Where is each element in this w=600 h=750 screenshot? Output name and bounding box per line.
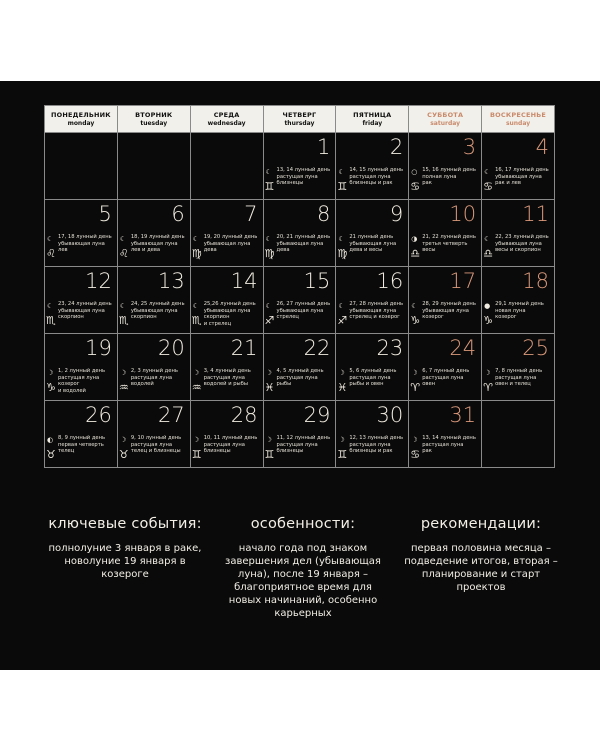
virgo-icon: ♍ (264, 247, 275, 260)
lunar-info (277, 234, 334, 254)
day-cell (482, 267, 555, 334)
day-cell (336, 133, 409, 200)
day-number: 13 (157, 269, 185, 293)
moon-phase-icon: ☽ (47, 369, 54, 377)
libra-icon: ♎ (483, 247, 493, 260)
weekday-ru: ПОНЕДЕЛЬНИК (51, 110, 111, 119)
lunar-info-line: стрелец и козерог (349, 314, 400, 321)
lunar-info (495, 368, 552, 388)
lunar-info-line: 2, 3 лунный день (130, 368, 178, 374)
lunar-info-line: весы и скорпион (495, 247, 541, 254)
gemini-icon: ♊ (264, 180, 275, 193)
day-number: 4 (535, 135, 549, 159)
lunar-info-line: 9, 10 лунный день (130, 435, 182, 441)
cancer-icon: ♋ (410, 180, 421, 193)
lunar-info (277, 301, 334, 321)
moon-phase-icon: ☾ (265, 168, 272, 176)
lunar-info-line: лев (58, 247, 68, 254)
cancer-icon: ♋ (483, 180, 493, 193)
weekday-header (190, 106, 263, 133)
day-cell (409, 200, 482, 267)
moon-phase-icon: ☾ (47, 302, 54, 310)
moon-phase-icon: ☾ (338, 235, 345, 243)
lunar-info-line: рак (422, 448, 432, 455)
lunar-info-line: растущая луна (276, 374, 318, 381)
moon-phase-icon: ○ (411, 168, 418, 176)
lunar-info (131, 435, 188, 455)
lunar-info-line: 22, 23 лунный день (495, 234, 549, 240)
day-cell (190, 200, 263, 267)
day-cell (45, 200, 118, 267)
lunar-info-line: козерог (495, 314, 517, 321)
weekday-ru: СУББОТА (427, 110, 464, 119)
day-cell (336, 334, 409, 401)
lunar-info-line: растущая луна (349, 374, 391, 381)
day-cell (409, 267, 482, 334)
lunar-info-line: убывающая луна (130, 307, 178, 314)
capricorn-icon: ♑ (483, 314, 493, 327)
lunar-info (204, 368, 261, 388)
lunar-info-line: лев и дева (130, 247, 161, 254)
lunar-info (204, 435, 261, 455)
moon-phase-icon: ☽ (119, 436, 127, 444)
lunar-info-line: скорпион (58, 314, 84, 321)
day-number: 19 (85, 336, 112, 360)
capricorn-icon: ♑ (410, 314, 421, 327)
lunar-info (131, 301, 188, 321)
lunar-info-line: 21, 22 лунный день (422, 234, 476, 240)
lunar-info (131, 234, 188, 254)
lunar-info-line: растущая луна (130, 441, 173, 448)
day-number: 17 (449, 269, 477, 293)
pisces-icon: ♓ (264, 381, 275, 394)
lunar-info-line: 18, 19 лунный день (130, 234, 185, 240)
lunar-info (495, 167, 552, 187)
lunar-info-line: убывающая луна (495, 173, 542, 180)
day-number: 29 (303, 403, 331, 427)
day-cell (263, 334, 336, 401)
libra-icon: ♎ (410, 247, 421, 260)
lunar-info-line: 28, 29 лунный день (422, 301, 476, 307)
lunar-info (204, 234, 261, 254)
aries-icon: ♈ (410, 381, 421, 394)
lunar-info-line: убывающая луна (130, 240, 178, 247)
day-cell (409, 401, 482, 468)
day-number: 26 (85, 403, 112, 427)
day-number: 1 (317, 135, 331, 159)
weekday-header (336, 106, 409, 133)
weekday-header (45, 106, 118, 133)
lunar-info-line: козерог (58, 381, 80, 388)
lunar-info-line: 3, 4 лунный день (203, 368, 251, 374)
lunar-info-line: убывающая луна (58, 240, 105, 247)
day-number: 28 (230, 403, 258, 427)
weekday-header (263, 106, 336, 133)
lunar-info (204, 301, 261, 327)
lunar-info (495, 234, 552, 254)
moon-phase-icon: ☾ (484, 168, 491, 176)
weekday-header-row (45, 106, 555, 133)
empty-day-cell (45, 133, 118, 200)
lunar-info (277, 435, 334, 455)
day-number: 21 (230, 336, 258, 360)
lunar-info-line: новая луна (495, 307, 526, 314)
lunar-info-line: 16, 17 лунный день (495, 167, 549, 173)
day-cell (263, 267, 336, 334)
weekday-ru: ВОСКРЕСЕНЬЕ (490, 110, 547, 119)
lunar-info-line: 13, 14 лунный день (276, 167, 331, 173)
lunar-info-line: рыбы (276, 381, 292, 388)
day-number: 10 (449, 202, 477, 226)
moon-phase-icon: ☾ (192, 235, 199, 243)
key-events-text: полнолуние 3 января в раке, новолуние 19 января в козероге (48, 543, 202, 580)
lunar-info-line: убывающая луна (203, 307, 251, 314)
day-number: 7 (244, 202, 258, 226)
weekday-header (117, 106, 190, 133)
weekday-en: friday (362, 119, 383, 127)
scorpio-icon: ♏ (46, 314, 56, 327)
lunar-info-line: близнецы и рак (349, 448, 393, 455)
day-cell (190, 334, 263, 401)
lunar-info-line: дева и весы (349, 247, 383, 254)
gemini-icon: ♊ (337, 448, 348, 461)
moon-phase-icon: ☽ (411, 436, 418, 444)
day-number: 22 (303, 336, 331, 360)
lunar-info-line: 19, 20 лунный день (203, 234, 258, 240)
day-cell (117, 267, 190, 334)
pisces-icon: ♓ (337, 381, 348, 394)
lunar-info-line: 6, 7 лунный день (422, 368, 470, 374)
leo-icon: ♌ (118, 247, 129, 260)
weekday-header-weekend (482, 106, 555, 133)
lunar-info (58, 368, 115, 394)
weekday-en: sunday (505, 119, 531, 127)
moon-phase-icon: ☾ (119, 302, 127, 310)
day-number: 23 (376, 336, 404, 360)
lunar-info-line: 11, 12 лунный день (276, 435, 331, 441)
weekday-ru: ЧЕТВЕРГ (282, 110, 317, 119)
weekday-en: thursday (284, 119, 315, 127)
day-number: 3 (462, 135, 477, 159)
cancer-icon: ♋ (410, 448, 421, 461)
lunar-info-line: рак и лев (495, 180, 521, 187)
key-events-title: ключевые события: (48, 516, 202, 532)
gemini-icon: ♊ (264, 448, 275, 461)
day-number: 24 (449, 336, 477, 360)
lunar-info (495, 301, 552, 321)
day-cell (45, 401, 118, 468)
lunar-info-line: 10, 11 лунный день (203, 435, 258, 441)
day-number: 18 (522, 269, 549, 293)
lunar-info (349, 167, 406, 187)
lunar-info-line: дева (203, 247, 217, 254)
lunar-info (58, 435, 115, 455)
key-events-block (40, 516, 210, 581)
lunar-info-line: растущая луна (203, 441, 245, 448)
scorpio-icon: ♏ (118, 314, 129, 327)
moon-phase-icon: ☾ (484, 235, 491, 243)
moon-phase-icon: ☽ (411, 369, 418, 377)
features-text: начало года под знаком завершения дел (убывающая луна), после 19 января – благоприятное время для новых начинаний, особенно карьерных (225, 543, 381, 619)
moon-phase-icon: ☽ (338, 369, 345, 377)
day-number: 30 (376, 403, 404, 427)
weekday-en: saturday (430, 119, 461, 127)
calendar-week-row (45, 133, 555, 200)
day-cell (336, 401, 409, 468)
day-cell (117, 334, 190, 401)
aries-icon: ♈ (483, 381, 493, 394)
lunar-info-line: овен и телец (495, 381, 531, 388)
calendar-page (0, 81, 600, 670)
calendar-week-row (45, 401, 555, 468)
lunar-info-line: козерог (422, 314, 444, 321)
day-cell (190, 401, 263, 468)
empty-day-cell (190, 133, 263, 200)
sagittarius-icon: ♐ (337, 314, 348, 327)
lunar-info-line: близнецы (276, 180, 304, 187)
empty-day-cell (482, 401, 555, 468)
lunar-info-line: убывающая луна (203, 240, 251, 247)
day-cell (263, 401, 336, 468)
day-cell (117, 401, 190, 468)
moon-phase-icon: ☽ (192, 369, 199, 377)
lunar-info-line: убывающая луна (422, 307, 469, 314)
lunar-info (422, 167, 479, 187)
day-number: 11 (522, 202, 549, 226)
month-calendar (44, 105, 555, 468)
lunar-info (349, 435, 406, 455)
aquarius-icon: ♒ (118, 381, 129, 394)
lunar-info-line: растущая луна (349, 173, 391, 180)
lunar-info-line: убывающая луна (349, 240, 397, 247)
day-number: 16 (376, 269, 404, 293)
lunar-info-line: 23, 24 лунный день (58, 301, 112, 307)
lunar-info-line: близнецы и рак (349, 180, 393, 187)
moon-phase-icon: ☽ (338, 436, 345, 444)
lunar-info-line: убывающая луна (58, 307, 105, 314)
lunar-info-line: 27, 28 лунный день (349, 301, 404, 307)
moon-phase-icon: ● (484, 302, 491, 310)
lunar-info-line: водолей (130, 381, 154, 388)
day-cell (117, 200, 190, 267)
lunar-info-line: телец (58, 448, 75, 455)
lunar-info-line: убывающая луна (276, 307, 324, 314)
lunar-info (422, 435, 479, 455)
moon-phase-icon: ☾ (192, 302, 199, 310)
lunar-info-line: 20, 21 лунный день (276, 234, 331, 240)
weekday-ru: ПЯТНИЦА (353, 110, 392, 119)
moon-phase-icon: ☾ (338, 168, 345, 176)
taurus-icon: ♉ (46, 448, 56, 461)
lunar-info-line: и водолей (58, 387, 86, 394)
lunar-info-line: растущая луна (130, 374, 173, 381)
day-number: 2 (389, 135, 404, 159)
day-cell (45, 267, 118, 334)
capricorn-icon: ♑ (46, 381, 56, 394)
lunar-info-line: убывающая луна (495, 240, 542, 247)
day-cell (263, 133, 336, 200)
moon-phase-icon: ☽ (484, 369, 491, 377)
lunar-info (131, 368, 188, 388)
scorpio-icon: ♏ (191, 314, 202, 327)
day-number: 5 (98, 202, 112, 226)
day-cell (336, 200, 409, 267)
calendar-grid (45, 133, 555, 468)
lunar-info-line: растущая луна (276, 173, 318, 180)
moon-phase-icon: ◑ (411, 235, 418, 243)
lunar-info-line: скорпион (130, 314, 157, 321)
day-number: 20 (157, 336, 185, 360)
day-cell (409, 334, 482, 401)
features-title: особенности: (250, 516, 356, 532)
moon-phase-icon: ☾ (265, 235, 272, 243)
lunar-info-line: растущая луна (58, 374, 100, 381)
lunar-info (58, 234, 115, 254)
lunar-info (422, 368, 479, 388)
lunar-info (422, 301, 479, 321)
lunar-info (277, 167, 334, 187)
lunar-info-line: рак (422, 180, 432, 187)
recommendations-title: рекомендации: (420, 516, 542, 532)
day-number: 8 (317, 202, 331, 226)
moon-phase-icon: ☾ (411, 302, 418, 310)
day-number: 6 (171, 202, 185, 226)
lunar-info-line: 14, 15 лунный день (349, 167, 404, 173)
moon-phase-icon: ☽ (265, 436, 272, 444)
lunar-info-line: убывающая луна (349, 307, 397, 314)
lunar-info-line: растущая луна (203, 374, 245, 381)
lunar-info-line: овен (422, 381, 436, 388)
recommendations-text: первая половина месяца – подведение итогов, вторая – планирование и старт проектов (404, 543, 558, 593)
lunar-info (58, 301, 115, 321)
moon-phase-icon: ☽ (192, 436, 199, 444)
taurus-icon: ♉ (118, 448, 129, 461)
lunar-info-line: стрелец (276, 314, 299, 321)
lunar-info-line: растущая луна (495, 374, 537, 381)
moon-phase-icon: ☾ (119, 235, 127, 243)
day-cell (263, 200, 336, 267)
virgo-icon: ♍ (337, 247, 348, 260)
weekday-ru: ВТОРНИК (135, 110, 173, 119)
aquarius-icon: ♒ (191, 381, 202, 394)
lunar-info (349, 368, 406, 388)
day-cell (482, 334, 555, 401)
day-number: 14 (230, 269, 258, 293)
lunar-info (349, 234, 406, 254)
day-cell (482, 200, 555, 267)
weekday-en: monday (67, 119, 95, 127)
lunar-info (349, 301, 406, 321)
lunar-info-line: 4, 5 лунный день (276, 368, 324, 374)
recommendations-block (396, 516, 566, 594)
lunar-info-line: близнецы (203, 448, 231, 455)
lunar-info-line: растущая луна (349, 441, 391, 448)
lunar-info-line: убывающая луна (276, 240, 324, 247)
moon-phase-icon: ◐ (47, 436, 54, 444)
day-cell (336, 267, 409, 334)
lunar-info-line: 21 лунный день (349, 234, 394, 240)
lunar-info-line: дева (276, 247, 290, 254)
lunar-info-line: 24, 25 лунный день (130, 301, 185, 307)
day-number: 27 (157, 403, 185, 427)
day-number: 25 (522, 336, 549, 360)
calendar-week-row (45, 267, 555, 334)
lunar-info-line: 29,1 лунный день (495, 301, 544, 307)
lunar-info-line: растущая луна (422, 374, 464, 381)
calendar-week-row (45, 334, 555, 401)
weekday-ru: СРЕДА (213, 110, 240, 119)
lunar-info (277, 368, 334, 388)
lunar-info-line: третья четверть (422, 240, 468, 247)
lunar-info-line: рыбы и овен (349, 381, 384, 388)
calendar-week-row (45, 200, 555, 267)
leo-icon: ♌ (46, 247, 56, 260)
day-number: 31 (449, 403, 477, 427)
day-cell (409, 133, 482, 200)
gemini-icon: ♊ (337, 180, 348, 193)
lunar-info-line: растущая луна (276, 441, 318, 448)
lunar-info-line: телец и близнецы (130, 448, 181, 455)
day-cell (45, 334, 118, 401)
day-number: 9 (389, 202, 404, 226)
lunar-info-line: близнецы (276, 448, 304, 455)
day-cell (482, 133, 555, 200)
lunar-info-line: 15, 16 лунный день (422, 167, 476, 173)
lunar-info-line: весы (422, 247, 436, 254)
lunar-info-line: 7, 8 лунный день (495, 368, 543, 374)
lunar-info-line: 1, 2 лунный день (58, 368, 106, 374)
lunar-info (422, 234, 479, 254)
lunar-info-line: 13, 14 лунный день (422, 435, 476, 441)
lunar-info-line: 12, 13 лунный день (349, 435, 404, 441)
weekday-en: wednesday (207, 119, 246, 127)
sagittarius-icon: ♐ (264, 314, 275, 327)
lunar-info-line: 17, 18 лунный день (58, 234, 112, 240)
empty-day-cell (117, 133, 190, 200)
day-cell (190, 267, 263, 334)
weekday-en: tuesday (140, 119, 168, 127)
lunar-info-line: и стрелец (203, 320, 232, 327)
moon-phase-icon: ☾ (338, 302, 345, 310)
lunar-info-line: 25,26 лунный день (203, 301, 256, 307)
moon-phase-icon: ☽ (265, 369, 272, 377)
lunar-info-line: водолей и рыбы (203, 381, 248, 388)
lunar-info-line: полная луна (422, 173, 457, 180)
lunar-info-line: 26, 27 лунный день (276, 301, 331, 307)
lunar-info-line: 5, 6 лунный день (349, 368, 397, 374)
gemini-icon: ♊ (191, 448, 202, 461)
moon-phase-icon: ☽ (119, 369, 127, 377)
virgo-icon: ♍ (191, 247, 202, 260)
weekday-header-weekend (409, 106, 482, 133)
moon-phase-icon: ☾ (265, 302, 272, 310)
lunar-info-line: скорпион (203, 314, 230, 321)
lunar-info-line: первая четверть (58, 441, 104, 448)
day-number: 12 (85, 269, 112, 293)
lunar-info-line: 8, 9 лунный день (58, 435, 106, 441)
moon-phase-icon: ☾ (47, 235, 54, 243)
day-number: 15 (303, 269, 331, 293)
features-block (218, 516, 388, 620)
lunar-info-line: растущая луна (422, 441, 464, 448)
